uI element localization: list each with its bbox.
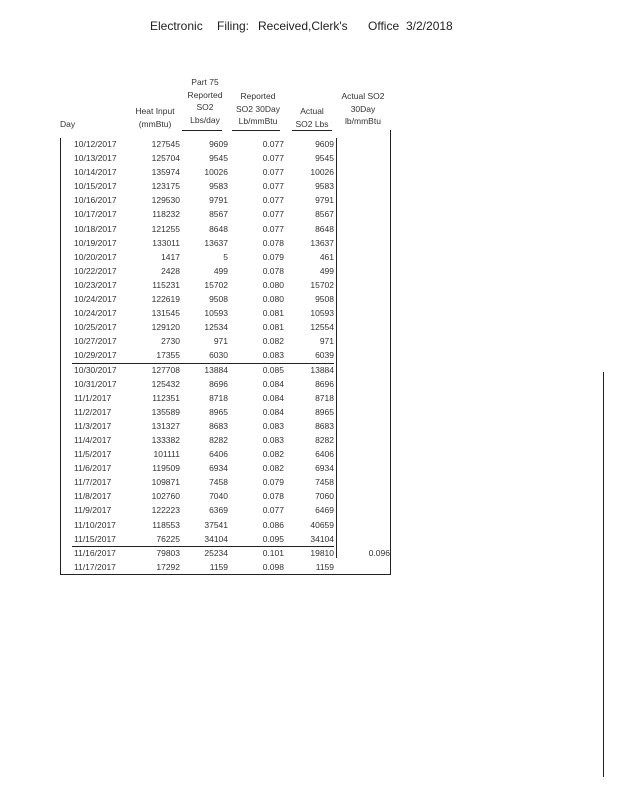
col-act30-line1: Actual SO2	[341, 91, 385, 101]
cell-reported-so2: 10593	[204, 308, 228, 319]
cell-heat-input: 122619	[151, 294, 180, 305]
table-row	[60, 377, 392, 391]
cell-actual-so2: 12554	[310, 322, 334, 333]
table-row	[60, 433, 392, 447]
cell-actual-so2: 8696	[315, 378, 334, 389]
cell-day: 11/4/2017	[74, 434, 112, 445]
col-day-label: Day	[60, 119, 76, 129]
cell-actual-so2: 9545	[315, 153, 334, 164]
header-received: Received,Clerk's	[258, 19, 348, 33]
cell-actual-so2: 7060	[315, 491, 334, 502]
cell-heat-input: 125704	[151, 153, 180, 164]
cell-reported-rate: 0.086	[262, 519, 284, 530]
col-so2-day	[182, 76, 228, 126]
cell-day: 10/14/2017	[74, 167, 117, 178]
col-act30-line3: lb/mmBtu	[345, 116, 381, 126]
table-row	[60, 278, 392, 292]
cell-day: 11/15/2017	[74, 533, 116, 544]
cell-day: 11/7/2017	[74, 477, 112, 488]
table-row	[60, 560, 392, 574]
cell-actual-so2: 8965	[315, 406, 334, 417]
cell-reported-so2: 8282	[209, 434, 228, 445]
cell-reported-so2: 6934	[209, 463, 228, 474]
cell-day: 11/3/2017	[74, 420, 112, 431]
table-row	[60, 546, 392, 560]
col-so2-line2: Reported	[187, 89, 223, 100]
cell-heat-input: 133382	[151, 434, 180, 445]
cell-reported-so2: 971	[213, 336, 228, 347]
col-so2-line1: Part 75	[191, 77, 219, 87]
cell-reported-rate: 0.080	[262, 279, 284, 290]
cell-reported-rate: 0.077	[262, 167, 284, 178]
cell-heat-input: 115231	[152, 279, 180, 290]
cell-day: 11/2/2017	[74, 406, 112, 417]
col-actual-line1: Actual	[300, 106, 324, 116]
cell-day: 10/25/2017	[74, 322, 117, 333]
col-heat-line2: (mmBtu)	[138, 118, 172, 129]
cell-reported-so2: 9609	[209, 139, 228, 149]
cell-reported-rate: 0.079	[262, 477, 284, 488]
table-row	[60, 447, 392, 461]
cell-actual-so2: 6039	[315, 350, 334, 361]
cell-reported-so2: 13637	[204, 237, 228, 248]
cell-heat-input: 76225	[156, 533, 180, 544]
cell-heat-input: 118232	[152, 209, 180, 220]
cell-reported-rate: 0.081	[262, 322, 284, 333]
cell-reported-rate: 0.084	[262, 406, 284, 417]
cell-reported-rate: 0.078	[262, 265, 284, 276]
cell-actual-so2: 8282	[315, 434, 334, 445]
cell-reported-rate: 0.077	[262, 195, 284, 206]
rate-header-underline	[232, 130, 280, 131]
cell-reported-rate: 0.078	[262, 237, 284, 248]
cell-actual-so2: 10026	[310, 167, 334, 178]
cell-reported-rate: 0.082	[262, 449, 284, 460]
col-rate-line2: SO2 30Day	[236, 103, 280, 114]
cell-heat-input: 125432	[151, 378, 180, 389]
cell-day: 11/17/2017	[74, 561, 116, 572]
table-bottom-border	[60, 574, 391, 575]
cell-actual-so2: 10593	[310, 308, 334, 319]
cell-reported-rate: 0.085	[262, 364, 284, 375]
cell-actual-so2: 8718	[315, 392, 334, 403]
table-row	[60, 179, 392, 193]
row-separator	[72, 546, 334, 547]
cell-reported-rate: 0.084	[262, 378, 284, 389]
row-separator	[72, 363, 334, 364]
cell-reported-so2: 9545	[209, 153, 228, 164]
cell-heat-input: 102760	[151, 491, 180, 502]
table-row	[60, 348, 392, 362]
cell-day: 10/30/2017	[74, 364, 117, 375]
cell-day: 11/8/2017	[74, 491, 112, 502]
cell-reported-so2: 499	[213, 265, 228, 276]
so2-header-underline	[182, 130, 222, 131]
cell-reported-so2: 8718	[209, 392, 228, 403]
col-heat-line1: Heat Input	[135, 106, 175, 116]
table-row	[60, 165, 392, 179]
cell-reported-so2: 5	[223, 251, 228, 262]
cell-day: 11/5/2017	[74, 449, 112, 460]
cell-reported-rate: 0.077	[262, 181, 284, 192]
table-row	[60, 419, 392, 433]
cell-heat-input: 2730	[161, 336, 180, 347]
cell-heat-input: 2428	[161, 265, 180, 276]
table-row	[60, 222, 392, 236]
col-day	[60, 118, 90, 131]
cell-actual-so2: 6406	[315, 449, 334, 460]
cell-reported-rate: 0.083	[262, 350, 284, 361]
cell-heat-input: 129120	[151, 322, 180, 333]
cell-day: 10/16/2017	[74, 195, 117, 206]
cell-heat-input: 118553	[152, 519, 180, 530]
header-office: Office	[368, 19, 400, 33]
cell-actual-so2: 34104	[310, 533, 334, 544]
cell-reported-so2: 8696	[209, 378, 228, 389]
cell-day: 10/13/2017	[74, 153, 117, 164]
cell-reported-so2: 6369	[209, 505, 228, 516]
cell-heat-input: 135974	[151, 167, 180, 178]
cell-heat-input: 101111	[153, 449, 180, 460]
cell-heat-input: 121255	[151, 223, 180, 234]
cell-heat-input: 127708	[151, 364, 180, 375]
table-row	[60, 320, 392, 334]
cell-day: 11/6/2017	[74, 463, 112, 474]
col-actual-so2	[290, 105, 334, 130]
cell-actual-so2: 1159	[315, 561, 334, 572]
col-act30-line2: 30Day	[350, 103, 376, 114]
table-row	[60, 532, 392, 546]
table-row	[60, 137, 392, 151]
cell-heat-input: 17355	[156, 350, 180, 361]
cell-reported-so2: 7458	[209, 477, 228, 488]
cell-actual-so2: 9791	[315, 195, 334, 206]
table-row	[60, 292, 392, 306]
header-electronic: Electronic	[150, 19, 203, 33]
cell-day: 10/15/2017	[74, 181, 117, 192]
cell-day: 10/22/2017	[74, 265, 117, 276]
cell-actual-so2: 6469	[315, 505, 334, 516]
cell-reported-so2: 7040	[209, 491, 228, 502]
cell-reported-rate: 0.077	[262, 505, 284, 516]
cell-reported-rate: 0.077	[262, 153, 284, 164]
cell-heat-input: 131327	[151, 420, 180, 431]
cell-reported-so2: 12534	[204, 322, 228, 333]
emissions-table	[60, 137, 392, 574]
header-filing: Filing:	[217, 19, 250, 33]
cell-day: 10/20/2017	[74, 251, 117, 262]
cell-reported-rate: 0.082	[262, 463, 284, 474]
cell-reported-so2: 34104	[204, 533, 228, 544]
cell-day: 11/16/2017	[74, 547, 116, 558]
col-actual-30day	[336, 90, 390, 128]
cell-actual-so2: 9508	[315, 294, 334, 305]
cell-actual-so2: 9609	[315, 139, 334, 149]
cell-reported-rate: 0.077	[262, 209, 284, 220]
cell-reported-so2: 37541	[204, 519, 228, 530]
col-actual-line2: SO2 Lbs	[295, 118, 329, 129]
table-row	[60, 489, 392, 503]
cell-day: 10/27/2017	[74, 336, 117, 347]
header-date: 3/2/2018	[406, 19, 453, 33]
cell-actual-so2: 15702	[310, 279, 334, 290]
cell-actual-so2: 7458	[315, 477, 334, 488]
cell-actual-so2: 13884	[310, 364, 334, 375]
table-row	[60, 151, 392, 165]
cell-actual-so2: 461	[319, 251, 334, 262]
cell-reported-rate: 0.080	[262, 294, 284, 305]
cell-reported-so2: 6030	[209, 350, 228, 361]
cell-actual-so2: 6934	[315, 463, 334, 474]
cell-reported-rate: 0.084	[262, 392, 284, 403]
col-rate-line3: Lb/mmBtu	[238, 116, 278, 126]
cell-reported-rate: 0.095	[262, 533, 284, 544]
cell-heat-input: 131545	[151, 308, 180, 319]
cell-day: 10/17/2017	[74, 209, 117, 220]
table-row	[60, 250, 392, 264]
cell-actual-so2: 13637	[310, 237, 334, 248]
cell-heat-input: 133011	[152, 237, 180, 248]
cell-day: 10/24/2017	[74, 294, 117, 305]
cell-heat-input: 123175	[151, 181, 180, 192]
cell-reported-rate: 0.077	[262, 223, 284, 234]
col-rate-line1: Reported	[240, 91, 276, 101]
cell-actual-so2: 9583	[315, 181, 334, 192]
cell-heat-input: 129530	[151, 195, 180, 206]
cell-day: 10/12/2017	[74, 139, 117, 149]
cell-heat-input: 135589	[151, 406, 180, 417]
cell-reported-rate: 0.079	[262, 251, 284, 262]
cell-heat-input: 122223	[151, 505, 180, 516]
cell-reported-so2: 15702	[204, 279, 228, 290]
table-row	[60, 363, 392, 377]
table-row	[60, 461, 392, 475]
col-heat-input	[128, 105, 182, 130]
cell-actual-so2: 8683	[315, 420, 334, 431]
cell-reported-rate: 0.077	[262, 139, 284, 149]
cell-heat-input: 1417	[161, 251, 180, 262]
cell-actual-so2: 8567	[315, 209, 334, 220]
cell-heat-input: 112351	[152, 392, 180, 403]
cell-heat-input: 79803	[156, 547, 180, 558]
cell-reported-rate: 0.078	[262, 491, 284, 502]
cell-reported-so2: 9508	[209, 294, 228, 305]
page-right-margin-line	[603, 372, 604, 777]
cell-reported-so2: 9791	[209, 195, 228, 206]
table-row	[60, 306, 392, 320]
col-so2-line4: Lbs/day	[190, 114, 220, 125]
cell-reported-rate: 0.083	[262, 434, 284, 445]
cell-actual-so2: 971	[319, 336, 334, 347]
cell-actual-so2: 40659	[310, 519, 334, 530]
cell-heat-input: 127545	[151, 139, 180, 149]
cell-reported-so2: 25234	[204, 547, 228, 558]
cell-reported-so2: 1159	[209, 561, 228, 572]
col-reported-rate	[228, 90, 288, 128]
table-row	[60, 207, 392, 221]
actual-header-underline	[292, 130, 332, 131]
table-row	[60, 193, 392, 207]
cell-day: 10/23/2017	[74, 279, 117, 290]
cell-actual-30day: 0.096	[368, 547, 390, 558]
table-row	[60, 503, 392, 517]
cell-day: 10/31/2017	[74, 378, 117, 389]
cell-reported-so2: 13884	[204, 364, 228, 375]
cell-reported-so2: 8567	[209, 209, 228, 220]
cell-actual-so2: 19810	[310, 547, 334, 558]
cell-reported-so2: 8648	[209, 223, 228, 234]
cell-reported-so2: 6406	[209, 449, 228, 460]
table-row	[60, 236, 392, 250]
cell-heat-input: 17292	[156, 561, 180, 572]
cell-day: 10/29/2017	[74, 350, 117, 361]
cell-actual-so2: 499	[319, 265, 334, 276]
cell-actual-so2: 8648	[315, 223, 334, 234]
cell-day: 11/10/2017	[74, 519, 116, 530]
cell-day: 10/18/2017	[74, 223, 117, 234]
cell-day: 11/9/2017	[74, 505, 112, 516]
table-row	[60, 264, 392, 278]
table-row	[60, 405, 392, 419]
cell-reported-rate: 0.101	[262, 547, 284, 558]
cell-reported-so2: 8965	[209, 406, 228, 417]
table-row	[60, 518, 392, 532]
col-so2-line3: SO2	[196, 102, 214, 112]
cell-reported-rate: 0.083	[262, 420, 284, 431]
cell-reported-rate: 0.081	[262, 308, 284, 319]
cell-day: 11/1/2017	[74, 392, 112, 403]
table-row	[60, 475, 392, 489]
cell-reported-rate: 0.098	[262, 561, 284, 572]
cell-reported-so2: 9583	[209, 181, 228, 192]
cell-reported-so2: 10026	[204, 167, 228, 178]
cell-day: 10/19/2017	[74, 237, 117, 248]
cell-reported-rate: 0.082	[262, 336, 284, 347]
table-row	[60, 391, 392, 405]
cell-day: 10/24/2017	[74, 308, 117, 319]
cell-reported-so2: 8683	[209, 420, 228, 431]
cell-heat-input: 109871	[151, 477, 180, 488]
cell-heat-input: 119509	[152, 463, 180, 474]
table-row	[60, 334, 392, 348]
